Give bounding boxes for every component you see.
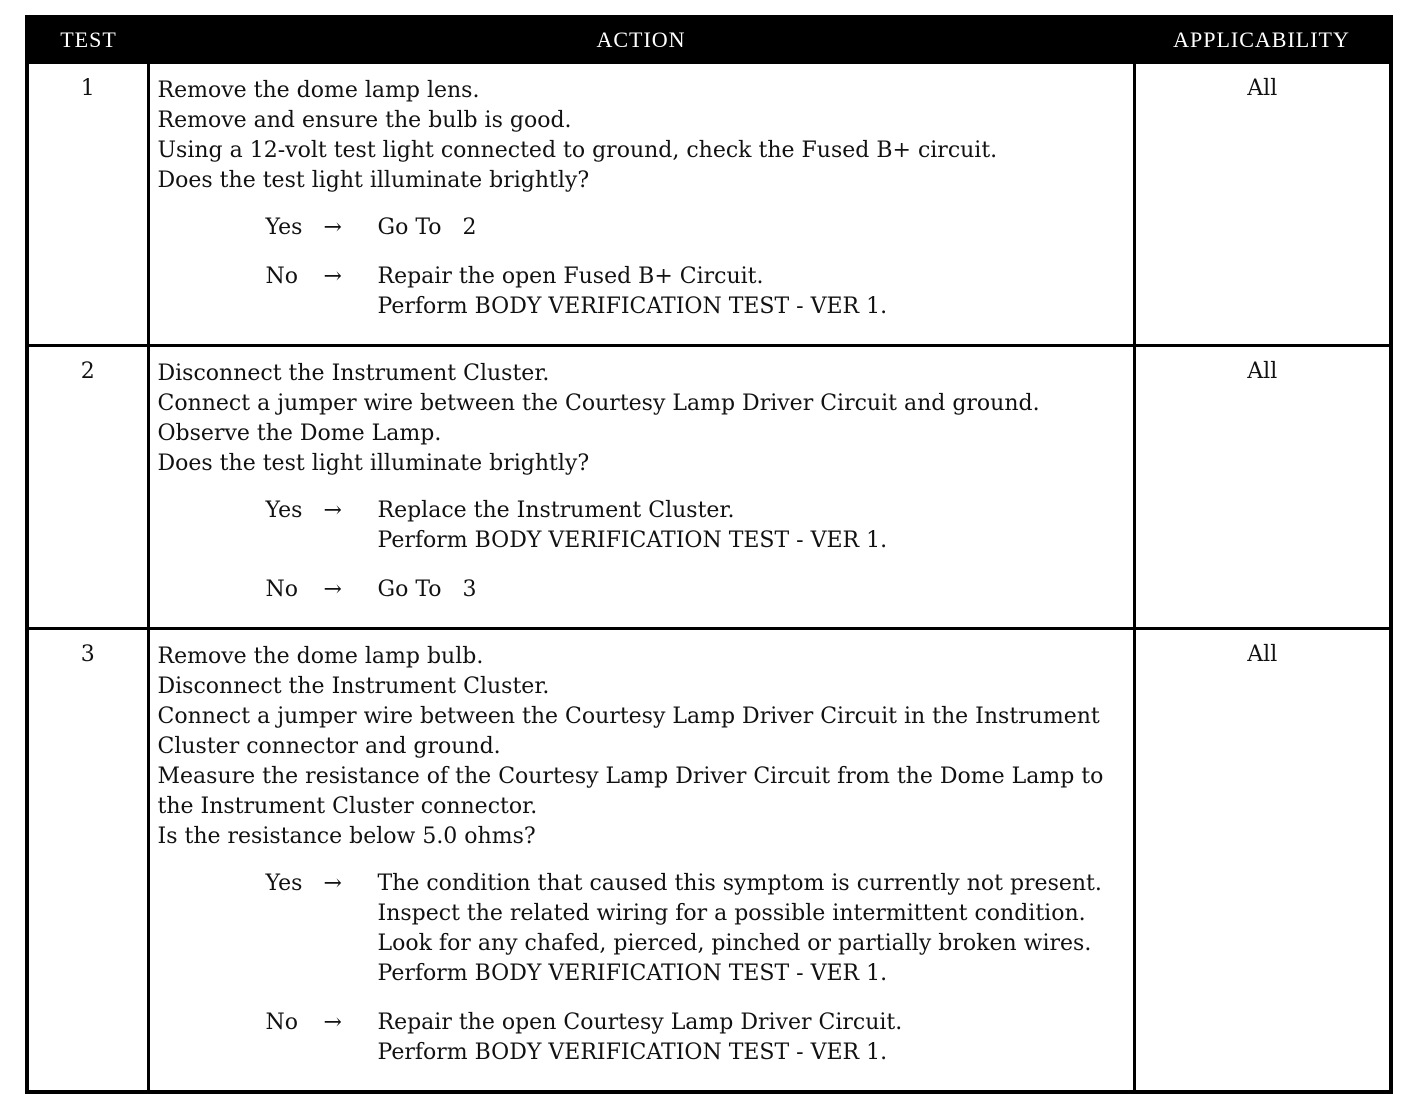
right-arrow-icon: → xyxy=(323,1010,342,1035)
yes-result xyxy=(378,496,888,556)
yes-label: Yes xyxy=(265,498,303,523)
action-cell xyxy=(148,63,1134,346)
action-step: Observe the Dome Lamp. xyxy=(157,421,442,446)
table-row xyxy=(27,63,1391,346)
result-line: Go To 3 xyxy=(377,577,477,602)
right-arrow-icon: → xyxy=(323,498,342,523)
action-step: Remove the dome lamp bulb. xyxy=(157,644,484,669)
no-branch xyxy=(266,262,1133,322)
result-line: Perform BODY VERIFICATION TEST - VER 1. xyxy=(377,528,888,553)
no-result xyxy=(378,575,477,605)
header-action: ACTION xyxy=(148,17,1134,63)
action-step: Connect a jumper wire between the Courtesy Lamp Driver Circuit and ground. xyxy=(157,391,1040,416)
action-step: Disconnect the Instrument Cluster. xyxy=(157,361,550,386)
yes-result xyxy=(378,869,1102,989)
yes-branch xyxy=(266,213,1133,243)
no-result xyxy=(378,262,888,322)
result-line: Perform BODY VERIFICATION TEST - VER 1. xyxy=(377,961,888,986)
no-result xyxy=(378,1008,903,1068)
diagnostic-table xyxy=(25,15,1393,1094)
yes-label: Yes xyxy=(265,215,303,240)
action-step: Does the test light illuminate brightly? xyxy=(157,168,590,193)
test-number: 1 xyxy=(27,63,148,346)
right-arrow-icon: → xyxy=(323,215,342,240)
action-step: Disconnect the Instrument Cluster. xyxy=(157,674,550,699)
action-cell xyxy=(148,346,1134,629)
result-line: Look for any chafed, pierced, pinched or partially broken wires. xyxy=(377,931,1092,956)
action-step: the Instrument Cluster connector. xyxy=(157,794,538,819)
action-step: Is the resistance below 5.0 ohms? xyxy=(157,824,536,849)
right-arrow-icon: → xyxy=(323,871,342,896)
result-line: Repair the open Courtesy Lamp Driver Circuit. xyxy=(377,1010,903,1035)
action-step: Using a 12-volt test light connected to ground, check the Fused B+ circuit. xyxy=(157,138,998,163)
table-row xyxy=(27,346,1391,629)
header-test: TEST xyxy=(27,17,148,63)
result-line: Perform BODY VERIFICATION TEST - VER 1. xyxy=(377,1040,888,1065)
right-arrow-icon: → xyxy=(323,264,342,289)
action-cell xyxy=(148,629,1134,1093)
test-number: 3 xyxy=(27,629,148,1093)
right-arrow-icon: → xyxy=(323,577,342,602)
yes-branch xyxy=(266,496,1133,556)
result-line: Repair the open Fused B+ Circuit. xyxy=(377,264,764,289)
applicability-cell: All xyxy=(1134,346,1391,629)
result-line: Replace the Instrument Cluster. xyxy=(377,498,735,523)
result-line: Inspect the related wiring for a possible intermittent condition. xyxy=(377,901,1086,926)
yes-result xyxy=(378,213,477,243)
no-label: No xyxy=(265,577,298,602)
result-line: Go To 2 xyxy=(377,215,477,240)
applicability-cell: All xyxy=(1134,629,1391,1093)
no-branch xyxy=(266,1008,1133,1068)
action-step: Cluster connector and ground. xyxy=(157,734,501,759)
action-step: Does the test light illuminate brightly? xyxy=(157,451,590,476)
result-line: The condition that caused this symptom is currently not present. xyxy=(377,871,1102,896)
table-row xyxy=(27,629,1391,1093)
header-applicability: APPLICABILITY xyxy=(1134,17,1391,63)
action-step: Remove the dome lamp lens. xyxy=(157,78,480,103)
yes-branch xyxy=(266,869,1133,989)
no-label: No xyxy=(265,1010,298,1035)
result-line: Perform BODY VERIFICATION TEST - VER 1. xyxy=(377,294,888,319)
applicability-cell: All xyxy=(1134,63,1391,346)
yes-label: Yes xyxy=(265,871,303,896)
test-number: 2 xyxy=(27,346,148,629)
action-step: Remove and ensure the bulb is good. xyxy=(157,108,572,133)
action-step: Measure the resistance of the Courtesy Lamp Driver Circuit from the Dome Lamp to xyxy=(157,764,1104,789)
header-row xyxy=(27,17,1391,63)
no-branch xyxy=(266,575,1133,605)
action-step: Connect a jumper wire between the Courtesy Lamp Driver Circuit in the Instrument xyxy=(157,704,1100,729)
no-label: No xyxy=(265,264,298,289)
